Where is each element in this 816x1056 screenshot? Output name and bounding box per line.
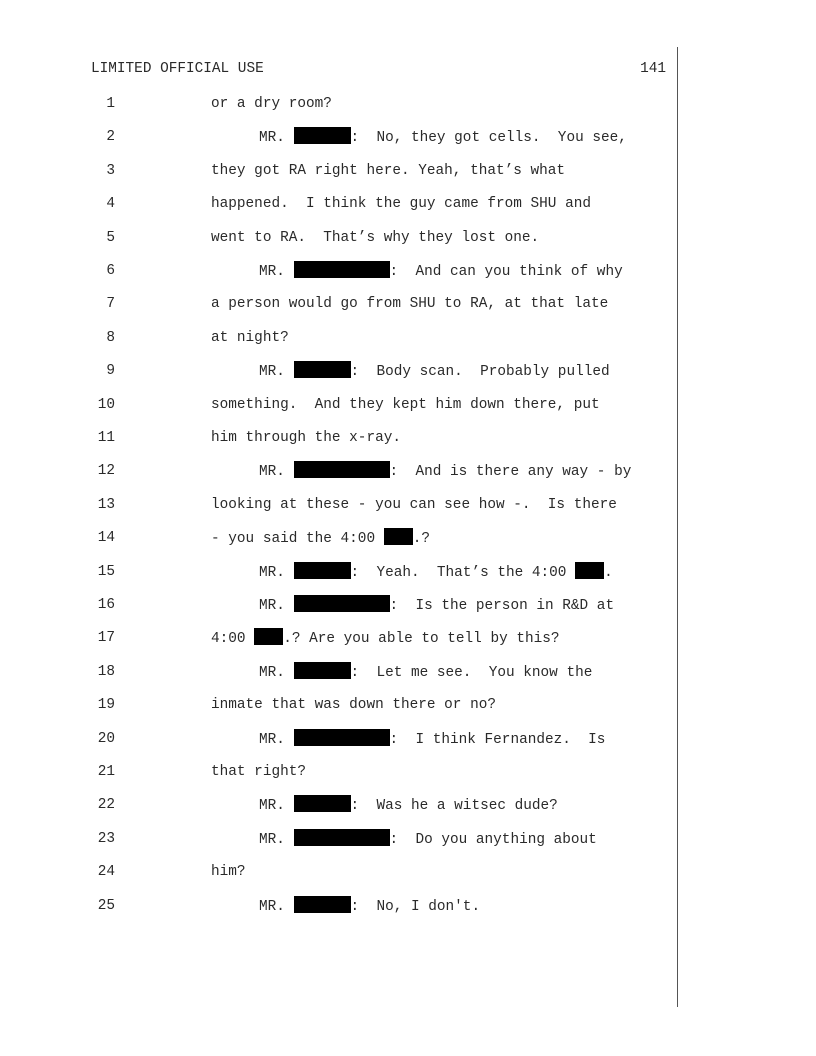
line-text	[259, 662, 592, 683]
text-run: : Was he a witsec dude?	[350, 798, 558, 815]
line-text	[259, 461, 631, 482]
line-number: 18	[97, 663, 115, 680]
text-run: MR.	[259, 798, 294, 815]
line-text	[211, 695, 496, 715]
text-run: MR.	[259, 564, 294, 581]
line-number: 2	[106, 129, 115, 146]
line-text	[211, 194, 591, 214]
text-run: .?	[412, 531, 430, 548]
text-run: 4:00	[211, 631, 255, 648]
line-number: 19	[97, 697, 115, 714]
line-text	[259, 729, 605, 750]
line-text	[211, 94, 332, 114]
redaction-box	[294, 562, 351, 579]
redaction-box	[294, 729, 390, 746]
text-run: went to RA. That’s why they lost one.	[211, 229, 540, 246]
text-run: : No, they got cells. You see,	[350, 130, 627, 147]
redaction-box	[294, 795, 351, 812]
text-run: something. And they kept him down there, put	[211, 396, 600, 413]
text-run: they got RA right here. Yeah, that’s what	[211, 162, 566, 179]
text-run: : Yeah. That’s the 4:00	[350, 564, 576, 581]
text-run: MR.	[259, 731, 294, 748]
line-text	[211, 328, 289, 348]
line-text	[259, 896, 480, 917]
line-text	[211, 762, 306, 782]
line-number: 10	[97, 396, 115, 413]
line-number: 6	[106, 263, 115, 279]
line-text	[211, 228, 539, 248]
line-text	[211, 294, 608, 314]
line-text	[211, 428, 401, 448]
line-number: 25	[97, 897, 115, 914]
line-text	[211, 862, 246, 882]
text-run: - you said the 4:00	[211, 531, 384, 548]
text-run: : Is the person in R&D at	[389, 598, 615, 614]
line-text	[259, 829, 597, 850]
line-text	[259, 795, 558, 816]
line-text	[259, 361, 610, 382]
text-run: : And can you think of why	[389, 264, 623, 280]
right-margin-rule	[677, 47, 678, 1007]
text-run: him through the x-ray.	[211, 430, 401, 446]
line-number: 7	[106, 296, 115, 313]
text-run: at night?	[211, 329, 289, 346]
line-number: 16	[97, 597, 115, 613]
line-number: 12	[97, 463, 115, 480]
text-run: : No, I don't.	[350, 898, 481, 915]
text-run: .? Are you able to tell by this?	[283, 631, 560, 648]
text-run: MR.	[259, 130, 294, 147]
line-number: 13	[97, 496, 115, 513]
line-number: 15	[97, 563, 115, 580]
redaction-box	[575, 562, 604, 579]
text-run: looking at these - you can see how -. Is there	[211, 496, 617, 513]
text-run: : I think Fernandez. Is	[389, 731, 606, 748]
line-number: 4	[106, 196, 115, 213]
redaction-box	[294, 829, 390, 846]
line-text	[211, 628, 560, 649]
line-text	[211, 528, 430, 549]
line-number: 14	[97, 530, 115, 547]
redaction-box	[294, 896, 351, 913]
text-run: a person would go from SHU to RA, at that late	[211, 296, 609, 313]
text-run: MR.	[259, 264, 294, 280]
text-run: or a dry room?	[211, 96, 332, 112]
text-run: : Let me see. You know the	[350, 664, 593, 681]
line-number: 8	[106, 329, 115, 346]
line-number: 22	[97, 797, 115, 814]
line-text	[259, 127, 627, 148]
redaction-box	[294, 127, 351, 144]
line-number: 23	[97, 830, 115, 847]
redaction-box	[294, 595, 390, 612]
text-run: that right?	[211, 764, 306, 780]
text-run: MR.	[259, 364, 294, 381]
line-number: 9	[106, 363, 115, 380]
text-run: MR.	[259, 464, 294, 481]
text-run: MR.	[259, 831, 294, 848]
page-header-classification: LIMITED OFFICIAL USE	[91, 61, 264, 77]
redaction-box	[254, 628, 283, 645]
line-number: 11	[97, 430, 115, 446]
redaction-box	[384, 528, 413, 545]
line-number: 20	[97, 730, 115, 747]
text-run: : Do you anything about	[389, 831, 597, 848]
text-run: happened. I think the guy came from SHU and	[211, 196, 591, 213]
text-run: : And is there any way - by	[389, 464, 632, 481]
line-number: 21	[97, 764, 115, 780]
line-number: 5	[106, 229, 115, 246]
redaction-box	[294, 261, 390, 278]
text-run: : Body scan. Probably pulled	[350, 364, 610, 381]
line-number: 1	[106, 96, 115, 112]
redaction-box	[294, 662, 351, 679]
text-run: MR.	[259, 664, 294, 681]
text-run: inmate that was down there or no?	[211, 697, 496, 714]
line-text	[259, 261, 623, 282]
redaction-box	[294, 361, 351, 378]
line-text	[259, 562, 613, 583]
page-number: 141	[640, 61, 666, 77]
line-text	[211, 161, 565, 181]
text-run: MR.	[259, 598, 294, 614]
redaction-box	[294, 461, 390, 478]
line-text	[211, 495, 617, 515]
text-run: .	[604, 564, 613, 581]
line-number: 17	[97, 630, 115, 647]
line-number: 24	[97, 864, 115, 881]
text-run: MR.	[259, 898, 294, 915]
line-number: 3	[106, 162, 115, 179]
line-text	[259, 595, 614, 616]
text-run: him?	[211, 864, 246, 881]
line-text	[211, 395, 600, 415]
